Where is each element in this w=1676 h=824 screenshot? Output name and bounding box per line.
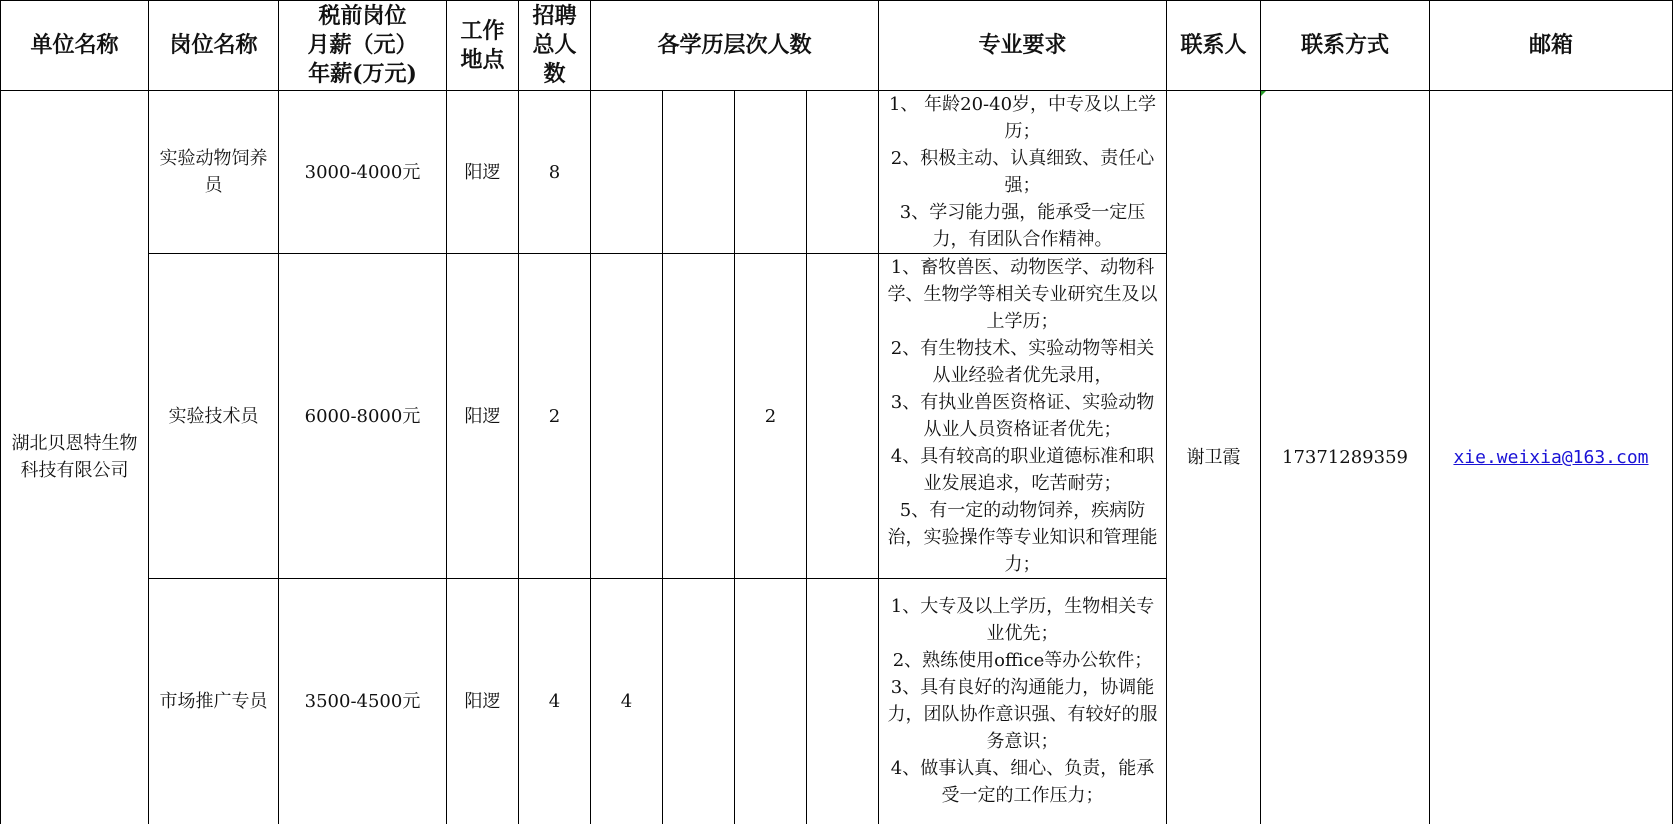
salary: 3000-4000元 xyxy=(279,91,447,254)
work-location: 阳逻 xyxy=(447,91,519,254)
work-location: 阳逻 xyxy=(447,579,519,824)
header-position-name: 岗位名称 xyxy=(149,1,279,91)
header-contact: 联系人 xyxy=(1167,1,1261,91)
requirement-line: 1、大专及以上学历，生物相关专业优先； xyxy=(890,596,1155,645)
contact-person: 谢卫霞 xyxy=(1167,91,1261,824)
header-location-line-1: 工作 xyxy=(460,17,505,44)
edu-count xyxy=(807,579,879,824)
edu-count: 2 xyxy=(735,254,807,579)
header-email: 邮箱 xyxy=(1430,1,1673,91)
edu-count: 4 xyxy=(591,579,663,824)
major-requirements xyxy=(879,254,1167,579)
company-name: 湖北贝恩特生物科技有限公司 xyxy=(1,91,149,824)
requirement-line: 5、有一定的动物饲养，疾病防治，实验操作等专业知识和管理能力； xyxy=(887,500,1158,575)
edu-count xyxy=(663,579,735,824)
header-phone: 联系方式 xyxy=(1261,1,1430,91)
edu-count xyxy=(663,91,735,254)
edu-count xyxy=(663,254,735,579)
total-count: 2 xyxy=(519,254,591,579)
header-row xyxy=(1,1,1673,91)
cell-comment-marker xyxy=(1261,91,1266,96)
contact-phone-value: 17371289359 xyxy=(1282,446,1408,468)
requirement-line: 4、具有较高的职业道德标准和职业发展追求，吃苦耐劳； xyxy=(890,446,1155,494)
edu-count xyxy=(591,91,663,254)
edu-count xyxy=(735,579,807,824)
header-total-line-3: 数 xyxy=(543,61,566,87)
table-row xyxy=(1,91,1673,254)
header-education: 各学历层次人数 xyxy=(591,1,879,91)
header-total-line-1: 招聘 xyxy=(532,3,577,29)
header-unit-name: 单位名称 xyxy=(1,1,149,91)
edu-count xyxy=(591,254,663,579)
total-count: 4 xyxy=(519,579,591,824)
major-requirements xyxy=(879,579,1167,824)
contact-email xyxy=(1430,91,1673,824)
requirement-line: 1、 年龄20-40岁，中专及以上学历； xyxy=(888,94,1157,142)
header-major: 专业要求 xyxy=(879,1,1167,91)
position-name: 实验技术员 xyxy=(149,254,279,579)
edu-count xyxy=(735,91,807,254)
header-salary xyxy=(279,1,447,91)
requirement-line: 2、熟练使用office等办公软件； xyxy=(892,650,1153,672)
major-requirements xyxy=(879,91,1167,254)
requirement-line: 3、有执业兽医资格证、实验动物从业人员资格证者优先； xyxy=(890,392,1155,440)
total-count: 8 xyxy=(519,91,591,254)
requirement-line: 2、积极主动、认真细致、责任心强； xyxy=(890,148,1155,196)
work-location: 阳逻 xyxy=(447,254,519,579)
header-salary-line-2: 月薪（元） xyxy=(307,32,418,58)
requirement-line: 3、学习能力强，能承受一定压力，有团队合作精神。 xyxy=(899,202,1146,250)
header-location-line-2: 地点 xyxy=(460,46,505,73)
position-name: 市场推广专员 xyxy=(149,579,279,824)
header-total xyxy=(519,1,591,91)
email-link[interactable]: xie.weixia@163.com xyxy=(1453,446,1649,468)
salary: 3500-4500元 xyxy=(279,579,447,824)
edu-count xyxy=(807,254,879,579)
requirement-line: 3、具有良好的沟通能力，协调能力，团队协作意识强、有较好的服务意识； xyxy=(887,677,1158,753)
header-location xyxy=(447,1,519,91)
salary: 6000-8000元 xyxy=(279,254,447,579)
position-name: 实验动物饲养员 xyxy=(149,91,279,254)
contact-phone xyxy=(1261,91,1430,824)
header-salary-line-1: 税前岗位 xyxy=(318,3,407,29)
header-salary-line-3: 年薪(万元) xyxy=(308,61,417,87)
header-total-line-2: 总人 xyxy=(532,32,577,58)
requirement-line: 4、做事认真、细心、负责，能承受一定的工作压力； xyxy=(890,758,1155,807)
edu-count xyxy=(807,91,879,254)
requirement-line: 2、有生物技术、实验动物等相关从业经验者优先录用， xyxy=(890,338,1155,386)
requirement-line: 1、畜牧兽医、动物医学、动物科学、生物学等相关专业研究生及以上学历； xyxy=(887,257,1158,332)
